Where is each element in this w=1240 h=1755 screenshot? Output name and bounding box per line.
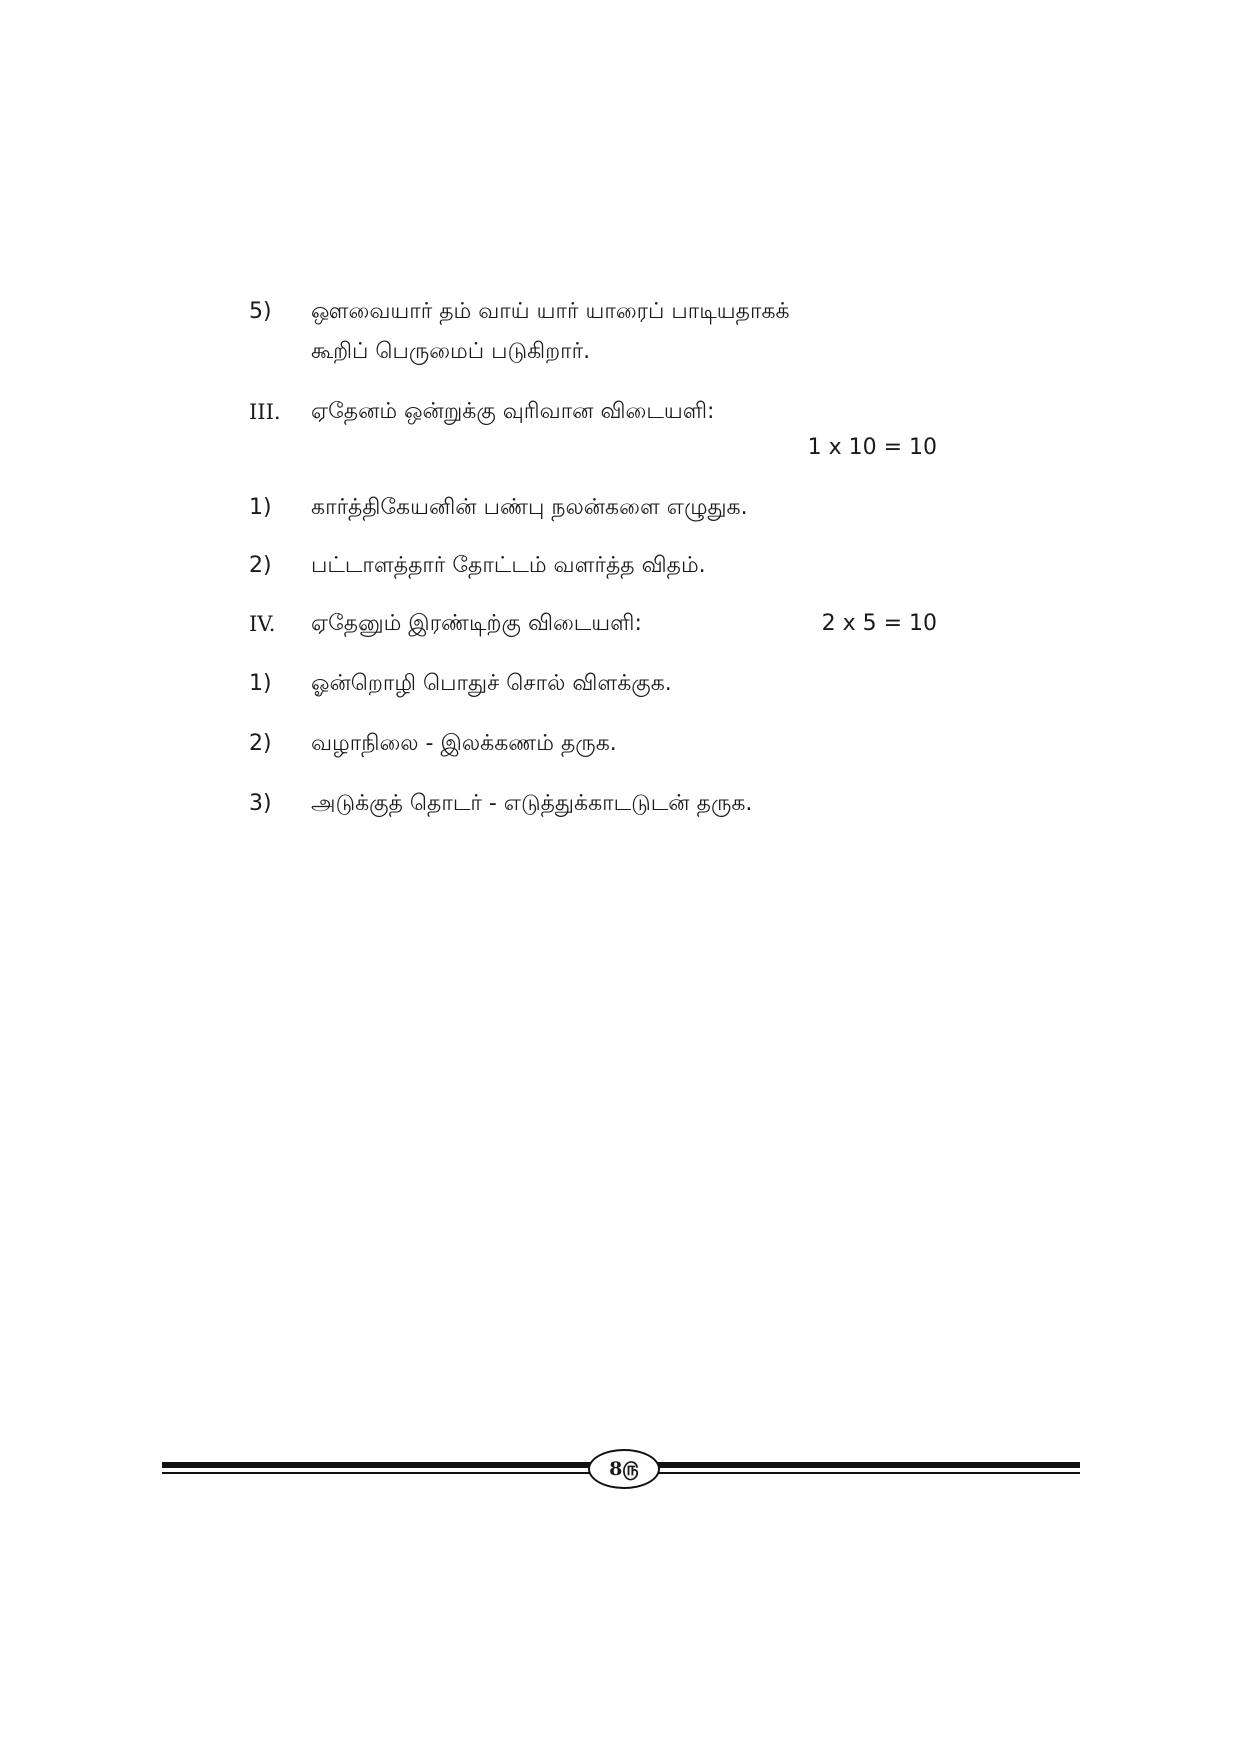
question-number: 3) [249, 791, 272, 816]
question-text-line: கூறிப் பெருமைப் படுகிறார். [311, 339, 591, 364]
question-number: 1) [249, 495, 272, 520]
question-number: 2) [249, 553, 272, 578]
section-number: III. [249, 400, 281, 424]
question-number: 1) [249, 671, 272, 696]
page-number: 8௫ [588, 1449, 660, 1489]
question-text: ஓன்றொழி பொதுச் சொல் விளக்குக. [311, 671, 672, 696]
section-number: IV. [249, 612, 276, 636]
section-instruction: ஏதேனம் ஒன்றுக்கு வுரிவான விடையளி: [311, 399, 715, 424]
question-number: 2) [249, 731, 272, 756]
question-text-line: ஔவையார் தம் வாய் யார் யாரைப் பாடியதாகக் [311, 299, 790, 324]
section-instruction: ஏதேனும் இரண்டிற்கு விடையளி: [311, 611, 642, 636]
question-text: பட்டாளத்தார் தோட்டம் வளர்த்த விதம். [311, 553, 706, 578]
question-text [311, 292, 951, 372]
question-number: 5) [249, 299, 272, 324]
section-iii-marks: 1 x 10 = 10 [807, 435, 937, 460]
question-text: கார்த்திகேயனின் பண்பு நலன்களை எழுதுக. [311, 495, 748, 520]
section-iv-marks: 2 x 5 = 10 [821, 611, 937, 636]
question-text: வழாநிலை - இலக்கணம் தருக. [311, 731, 617, 756]
question-text: அடுக்குத் தொடர் - எடுத்துக்காடடுடன் தருக. [311, 791, 753, 816]
